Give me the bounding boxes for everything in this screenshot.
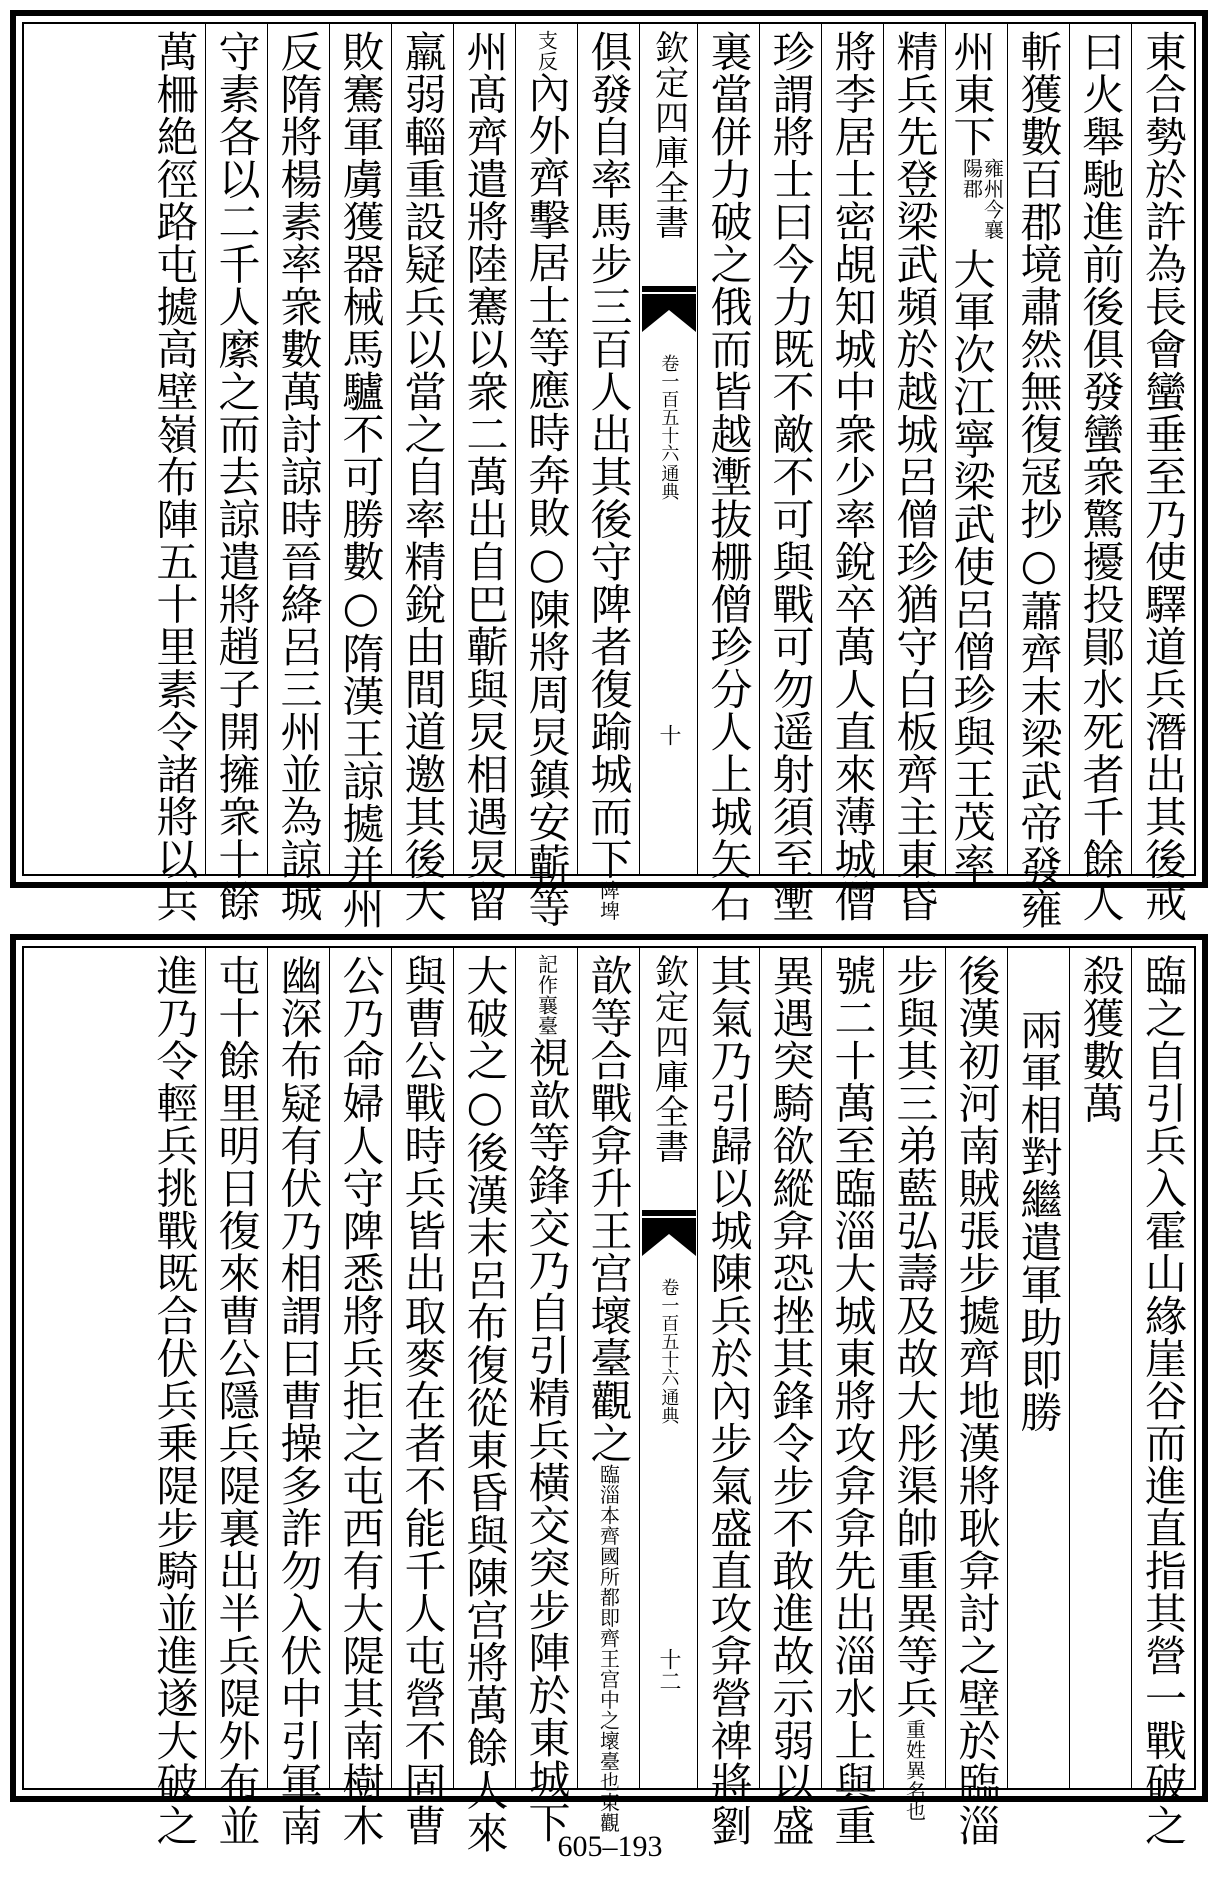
text-column bbox=[698, 24, 760, 923]
center-book: 通典 bbox=[658, 464, 680, 500]
center-title: 欽定四庫全書 bbox=[648, 954, 689, 1164]
column-text: 後漢初河南賊張步㨿齊地漢將耿弇討之壁於臨淄 bbox=[952, 954, 1002, 1847]
text-column bbox=[946, 948, 1008, 1847]
column-text: 幽深布疑有伏乃相謂曰曹操多詐勿入伏中引軍南 bbox=[274, 954, 324, 1847]
text-column bbox=[516, 24, 578, 928]
column-text: 羸弱輜重設疑兵以當之自率精銳由間道邀其後大 bbox=[398, 30, 448, 923]
text-column bbox=[454, 948, 516, 1854]
center-page-number: 十 bbox=[656, 724, 681, 746]
column-text: 東合勢於許為長會蠻垂至乃使驛道兵潛出其後戒 bbox=[1139, 30, 1188, 923]
column-text: 臨之自引兵入霍山緣崖谷而進直指其營一戰破之 bbox=[1139, 954, 1188, 1847]
text-column bbox=[1070, 948, 1132, 1788]
fishtail-mark-icon bbox=[642, 1210, 696, 1260]
text-column bbox=[206, 24, 268, 923]
column-main: 歆等合戰弇升王宫壞臺觀之 bbox=[584, 954, 634, 1464]
center-volume bbox=[659, 354, 679, 500]
text-column bbox=[884, 24, 946, 923]
interlinear-note: 襄臺 bbox=[534, 995, 559, 1036]
text-column bbox=[392, 948, 454, 1847]
column-main: 州東下 bbox=[947, 30, 997, 158]
column-text bbox=[947, 30, 1005, 885]
interlinear-note: 臨淄本齊國所都即齊王宫中之壞臺也東觀 bbox=[596, 1464, 621, 1833]
center-page-number: 十二 bbox=[656, 1648, 681, 1692]
column-text: 號二十萬至臨淄大城東將攻弇弇先出淄水上與重 bbox=[828, 954, 878, 1847]
column-text: 殺獲數萬 bbox=[1076, 954, 1126, 1124]
text-column bbox=[760, 948, 822, 1847]
top-page-frame bbox=[10, 10, 1208, 930]
column-text: 反隋將楊素率衆數萬討諒時晉絳呂三州並為諒城 bbox=[274, 30, 324, 923]
center-volume bbox=[659, 1278, 679, 1424]
interlinear-note: 支 bbox=[534, 30, 559, 51]
fishtail-mark-icon bbox=[642, 286, 696, 336]
column-text: 州髙齊遣將陸騫以衆二萬出自巴蘄與炅相遇炅留 bbox=[460, 30, 510, 923]
interlinear-note: 重姓異名也 bbox=[902, 1719, 927, 1822]
text-column bbox=[144, 24, 206, 923]
text-column bbox=[330, 948, 392, 1847]
text-column bbox=[946, 24, 1008, 885]
column-text: 其氣乃引歸以城陳兵於內步氣盛直攻弇營禆將劉 bbox=[704, 954, 754, 1847]
column-text bbox=[584, 954, 634, 1833]
text-column bbox=[1008, 948, 1070, 1788]
column-text: 將李居士密覘知城中衆少率銳卒萬人直來薄城僧 bbox=[828, 30, 878, 923]
text-column bbox=[1132, 24, 1194, 923]
column-main: 俱發自率馬步三百人出其後守陴者復踰城而下 bbox=[584, 30, 634, 880]
interlinear-note: 雍州今襄陽郡 bbox=[959, 157, 1005, 240]
page-number: 605–193 bbox=[557, 1830, 663, 1863]
column-text: 曰火舉馳進前後俱發蠻衆驚擾投鄖水死者千餘人 bbox=[1076, 30, 1126, 923]
text-column bbox=[822, 948, 884, 1847]
column-text bbox=[890, 954, 940, 1822]
text-column bbox=[884, 948, 946, 1822]
text-column bbox=[516, 948, 578, 1844]
center-volume-number: 卷一百五十六 bbox=[658, 1278, 680, 1386]
column-text: 裏當併力破之俄而皆越壍抜栅僧珍分人上城矢石 bbox=[704, 30, 754, 923]
column-rest: 內外齊擊居士等應時奔敗○陳將周炅鎮安蘄等 bbox=[522, 71, 572, 928]
top-page-columns bbox=[22, 22, 1196, 930]
text-column bbox=[268, 24, 330, 923]
text-column bbox=[1132, 948, 1194, 1847]
column-rest: 大軍次江寧梁武使呂僧珍與王茂率 bbox=[947, 247, 997, 885]
text-column bbox=[822, 24, 884, 923]
text-column bbox=[268, 948, 330, 1847]
text-column bbox=[330, 24, 392, 930]
text-column bbox=[760, 24, 822, 923]
column-text: 公乃命婦人守陴悉將兵拒之屯西有大隄其南樹木 bbox=[336, 954, 386, 1847]
column-main: 步與其三弟藍弘壽及故大彤渠帥重異等兵 bbox=[890, 954, 940, 1719]
column-text: 屯十餘里明日復來曹公隱兵隄裏出半兵隄外布並 bbox=[212, 954, 262, 1847]
column-text: 兩軍相對繼遣軍助即勝 bbox=[1014, 1008, 1064, 1433]
column-text bbox=[584, 30, 634, 921]
text-column bbox=[144, 948, 206, 1847]
column-text: 敗騫軍虜獲器械馬驢不可勝數○隋漢王諒㨿并州 bbox=[336, 30, 386, 930]
column-text: 珍謂將士曰今力既不敵不可與戰可勿遥射須至壍 bbox=[766, 30, 816, 923]
text-column bbox=[1008, 24, 1070, 930]
interlinear-note: 陴埤 bbox=[596, 880, 621, 921]
column-text: 精兵先登梁武頻於越城呂僧珍猶守白板齊主東昏 bbox=[890, 30, 940, 923]
column-text bbox=[522, 954, 572, 1844]
text-column bbox=[578, 948, 640, 1833]
center-volume-number: 卷一百五十六 bbox=[658, 354, 680, 462]
column-text: 異遇突騎欲縱弇恐挫其鋒令步不敢進故示弱以盛 bbox=[766, 954, 816, 1847]
column-text: 與曹公戰時兵皆出取麥在者不能千人屯營不固曹 bbox=[398, 954, 448, 1847]
column-rest: 視歆等鋒交乃自引精兵橫交突步陣於東城下 bbox=[522, 1036, 572, 1844]
text-column bbox=[206, 948, 268, 1847]
center-fold-column bbox=[640, 948, 698, 1788]
center-book: 通典 bbox=[658, 1388, 680, 1424]
interlinear-note: 記作 bbox=[534, 954, 559, 995]
text-column bbox=[454, 24, 516, 923]
center-title: 欽定四庫全書 bbox=[648, 30, 689, 240]
column-text bbox=[522, 30, 572, 928]
column-text: 大破之○後漢末呂布復從東昏與陳宫將萬餘人來 bbox=[460, 954, 510, 1854]
interlinear-note: 反 bbox=[534, 50, 559, 71]
column-text: 進乃令輕兵挑戰既合伏兵乗隄步騎並進遂大破之 bbox=[150, 954, 200, 1847]
text-column bbox=[578, 24, 640, 921]
text-column bbox=[392, 24, 454, 923]
text-column bbox=[698, 948, 760, 1847]
text-column bbox=[1070, 24, 1132, 923]
column-text: 守素各以二千人縻之而去諒遣將趙子開擁衆十餘 bbox=[212, 30, 262, 923]
column-text: 斬獲數百郡境肅然無復冦抄○蕭齊末梁武帝發雍 bbox=[1014, 30, 1064, 930]
center-fold-column bbox=[640, 24, 698, 874]
column-text: 萬柵絶徑路屯㨿高壁嶺布陣五十里素令諸將以兵 bbox=[150, 30, 200, 923]
